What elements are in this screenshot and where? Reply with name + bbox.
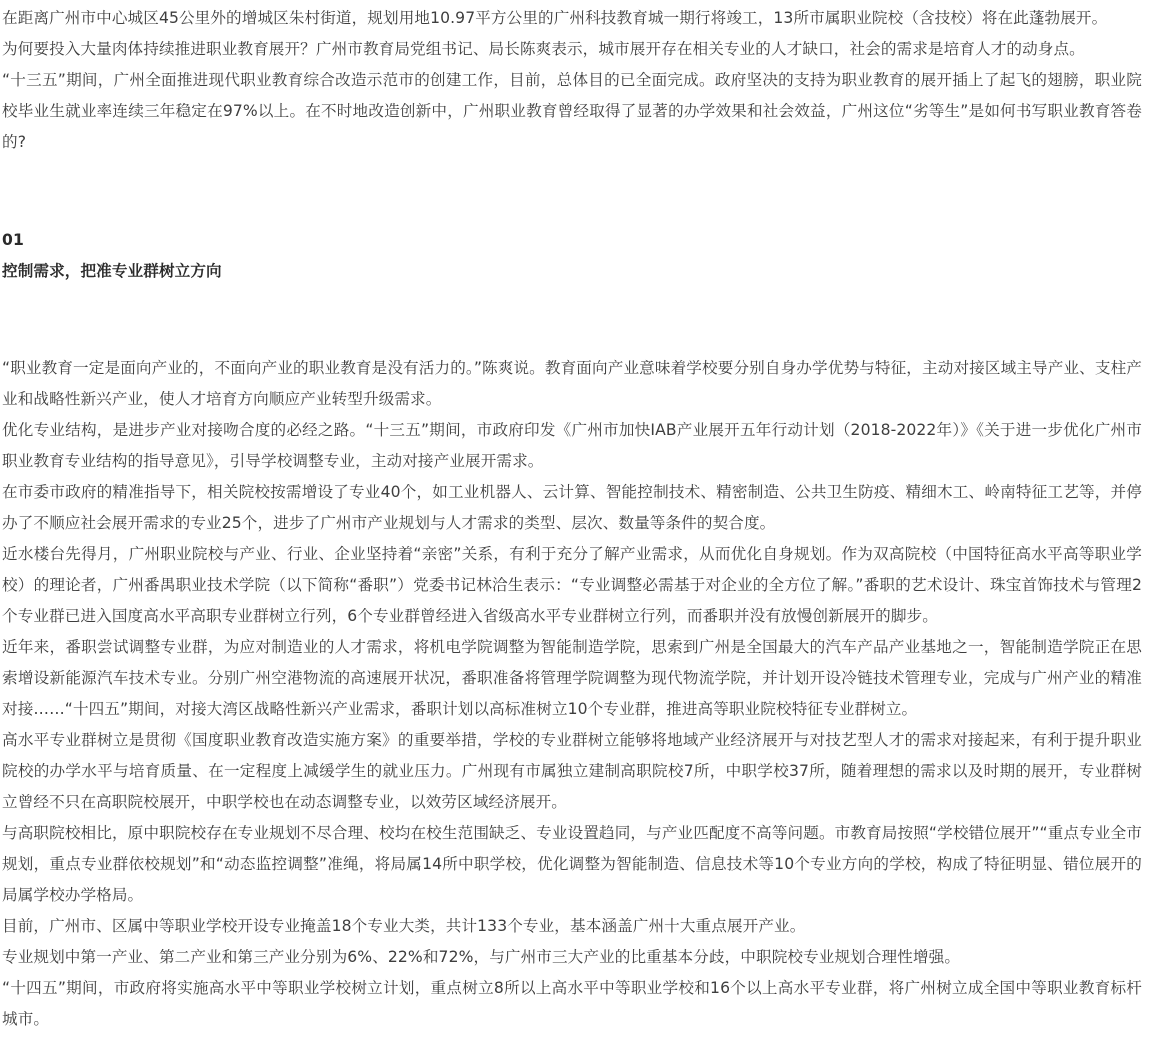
section-heading [2, 225, 1142, 287]
body-block [2, 353, 1142, 1035]
intro-paragraph: “十三五”期间，广州全面推进现代职业教育综合改造示范市的创建工作，目前，总体目的已全面完成。政府坚决的支持为职业教育的展开插上了起飞的翅膀，职业院校毕业生就业率连续三年稳定在97%以上。在不时地改造创新中，广州职业教育曾经取得了显著的办学效果和社会效益，广州这位“劣等生”是如何书写职业教育答卷的? [2, 71, 1142, 151]
body-paragraph: 专业规划中第一产业、第二产业和第三产业分别为6%、22%和72%，与广州市三大产业的比重基本分歧，中职院校专业规划合理性增强。 [2, 948, 961, 966]
intro-paragraph: 为何要投入大量肉体持续推进职业教育展开？广州市教育局党组书记、局长陈爽表示，城市展开存在相关专业的人才缺口，社会的需求是培育人才的动身点。 [2, 40, 1085, 58]
intro-block [2, 3, 1142, 158]
body-paragraph: 近水楼台先得月，广州职业院校与产业、行业、企业坚持着“亲密”关系，有利于充分了解产业需求，从而优化自身规划。作为双高院校（中国特征高水平高等职业学校）的理论者，广州番禺职业技术学院（以下简称“番职”）党委书记林洽生表示：“专业调整必需基于对企业的全方位了解。”番职的艺术设计、珠宝首饰技术与管理2个专业群已进入国度高水平高职专业群树立行列，6个专业群曾经进入省级高水平专业群树立行列，而番职并没有放慢创新展开的脚步。 [2, 545, 1142, 625]
body-paragraph: 近年来，番职尝试调整专业群，为应对制造业的人才需求，将机电学院调整为智能制造学院，思索到广州是全国最大的汽车产品产业基地之一，智能制造学院正在思索增设新能源汽车技术专业。分别广州空港物流的高速展开状况，番职准备将管理学院调整为现代物流学院，并计划开设冷链技术管理专业，完成与广州产业的精准对接……“十四五”期间，对接大湾区战略性新兴产业需求，番职计划以高标准树立10个专业群，推进高等职业院校特征专业群树立。 [2, 638, 1142, 718]
body-paragraph: 目前，广州市、区属中等职业学校开设专业掩盖18个专业大类，共计133个专业，基本涵盖广州十大重点展开产业。 [2, 917, 806, 935]
intro-paragraph: 在距离广州市中心城区45公里外的增城区朱村街道，规划用地10.97平方公里的广州科技教育城一期行将竣工，13所市属职业院校（含技校）将在此蓬勃展开。 [2, 9, 1108, 27]
body-paragraph: 与高职院校相比，原中职院校存在专业规划不尽合理、校均在校生范围缺乏、专业设置趋同，与产业匹配度不高等问题。市教育局按照“学校错位展开”“重点专业全市规划，重点专业群依校规划”和“动态监控调整”准绳，将局属14所中职学校，优化调整为智能制造、信息技术等10个专业方向的学校，构成了特征明显、错位展开的局属学校办学格局。 [2, 824, 1142, 904]
body-paragraph: 高水平专业群树立是贯彻《国度职业教育改造实施方案》的重要举措，学校的专业群树立能够将地域产业经济展开与对技艺型人才的需求对接起来，有利于提升职业院校的办学水平与培育质量、在一定程度上减缓学生的就业压力。广州现有市属独立建制高职院校7所，中职学校37所，随着理想的需求以及时期的展开，专业群树立曾经不只在高职院校展开，中职学校也在动态调整专业，以效劳区域经济展开。 [2, 731, 1142, 811]
body-paragraph: “十四五”期间，市政府将实施高水平中等职业学校树立计划，重点树立8所以上高水平中等职业学校和16个以上高水平专业群，将广州树立成全国中等职业教育标杆城市。 [2, 979, 1142, 1028]
section-title: 控制需求，把准专业群树立方向 [2, 262, 222, 280]
body-paragraph: “职业教育一定是面向产业的，不面向产业的职业教育是没有活力的。”陈爽说。教育面向产业意味着学校要分别自身办学优势与特征，主动对接区域主导产业、支柱产业和战略性新兴产业，使人才培育方向顺应产业转型升级需求。 [2, 359, 1142, 408]
body-paragraph: 优化专业结构，是进步产业对接吻合度的必经之路。“十三五”期间，市政府印发《广州市加快IAB产业展开五年行动计划（2018-2022年）》《关于进一步优化广州市职业教育专业结构的指导意见》，引导学校调整专业，主动对接产业展开需求。 [2, 421, 1142, 470]
body-paragraph: 在市委市政府的精准指导下，相关院校按需增设了专业40个，如工业机器人、云计算、智能控制技术、精密制造、公共卫生防疫、精细木工、岭南特征工艺等，并停办了不顺应社会展开需求的专业25个，进步了广州市产业规划与人才需求的类型、层次、数量等条件的契合度。 [2, 483, 1142, 532]
section-number: 01 [2, 231, 24, 249]
